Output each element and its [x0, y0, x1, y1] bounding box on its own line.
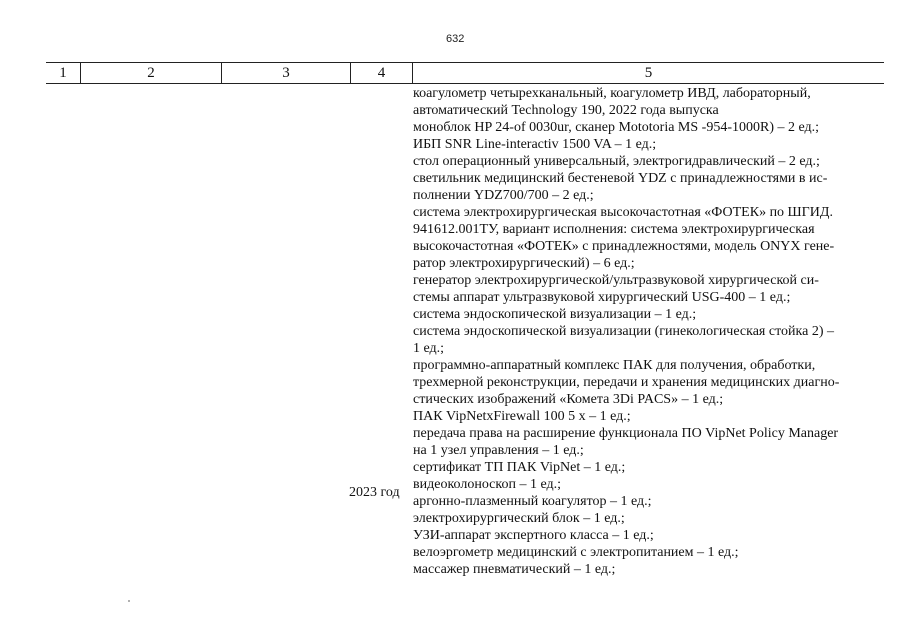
equipment-line: светильник медицинский бестеневой YDZ с принадлежностями в ис- — [413, 171, 828, 186]
equipment-line: система электрохирургическая высокочастотная «ФОТЕК» по ШГИД. — [413, 205, 833, 220]
equipment-line: система эндоскопической визуализации (гинекологическая стойка 2) – — [413, 324, 834, 339]
column-header-5: 5 — [644, 65, 653, 81]
equipment-line: трехмерной реконструкции, передачи и хранения медицинских диагно- — [413, 375, 840, 390]
table-header-row — [46, 62, 884, 84]
equipment-line: 941612.001ТУ, вариант исполнения: система электрохирургическая — [413, 222, 815, 237]
column-header-2: 2 — [147, 65, 155, 81]
equipment-line: массажер пневматический – 1 ед.; — [413, 562, 616, 577]
equipment-line: видеоколоноскоп – 1 ед.; — [413, 477, 562, 492]
equipment-line: генератор электрохирургической/ультразвуковой хирургической си- — [413, 273, 819, 288]
equipment-line: стол операционный универсальный, электрогидравлический – 2 ед.; — [413, 154, 820, 169]
equipment-line: аргонно-плазменный коагулятор – 1 ед.; — [413, 494, 652, 509]
equipment-list — [413, 85, 885, 578]
column-header-4: 4 — [377, 65, 386, 81]
scan-speck — [128, 600, 130, 602]
equipment-line: система эндоскопической визуализации – 1 ед.; — [413, 307, 697, 322]
equipment-line: коагулометр четырехканальный, коагулометр ИВД, лабораторный, — [413, 86, 811, 101]
column-header-3: 3 — [282, 65, 290, 81]
equipment-line: программно-аппаратный комплекс ПАК для получения, обработки, — [413, 358, 816, 373]
year-cell: 2023 год — [349, 485, 400, 500]
equipment-line: полнении YDZ700/700 – 2 ед.; — [413, 188, 594, 203]
equipment-line: передача права на расширение функционала ПО VipNet Policy Manager — [413, 426, 839, 441]
equipment-line: моноблок HP 24-of 0030ur, сканер Mototoria MS -954-1000R) – 2 ед.; — [413, 120, 820, 135]
equipment-line: сертификат ТП ПАК VipNet – 1 ед.; — [413, 460, 626, 475]
equipment-line: ПАК VipNetxFirewall 100 5 x – 1 ед.; — [413, 409, 631, 424]
equipment-line: электрохирургический блок – 1 ед.; — [413, 511, 625, 526]
column-header-1: 1 — [59, 65, 67, 81]
equipment-line: ИБП SNR Line-interactiv 1500 VA – 1 ед.; — [413, 137, 657, 152]
page-number: 632 — [446, 33, 465, 45]
equipment-line: стемы аппарат ультразвуковой хирургический USG-400 – 1 ед.; — [413, 290, 791, 305]
equipment-line: 1 ед.; — [413, 341, 445, 356]
equipment-line: стических изображений «Комета 3Di PACS» – 1 ед.; — [413, 392, 724, 407]
equipment-line: на 1 узел управления – 1 ед.; — [413, 443, 584, 458]
equipment-line: велоэргометр медицинский с электропитанием – 1 ед.; — [413, 545, 739, 560]
equipment-line: ратор электрохирургический) – 6 ед.; — [413, 256, 635, 271]
equipment-line: высокочастотная «ФОТЕК» с принадлежностями, модель ONYX гене- — [413, 239, 835, 254]
equipment-line: УЗИ-аппарат экспертного класса – 1 ед.; — [413, 528, 654, 543]
equipment-line: автоматический Technology 190, 2022 года выпуска — [413, 103, 719, 118]
